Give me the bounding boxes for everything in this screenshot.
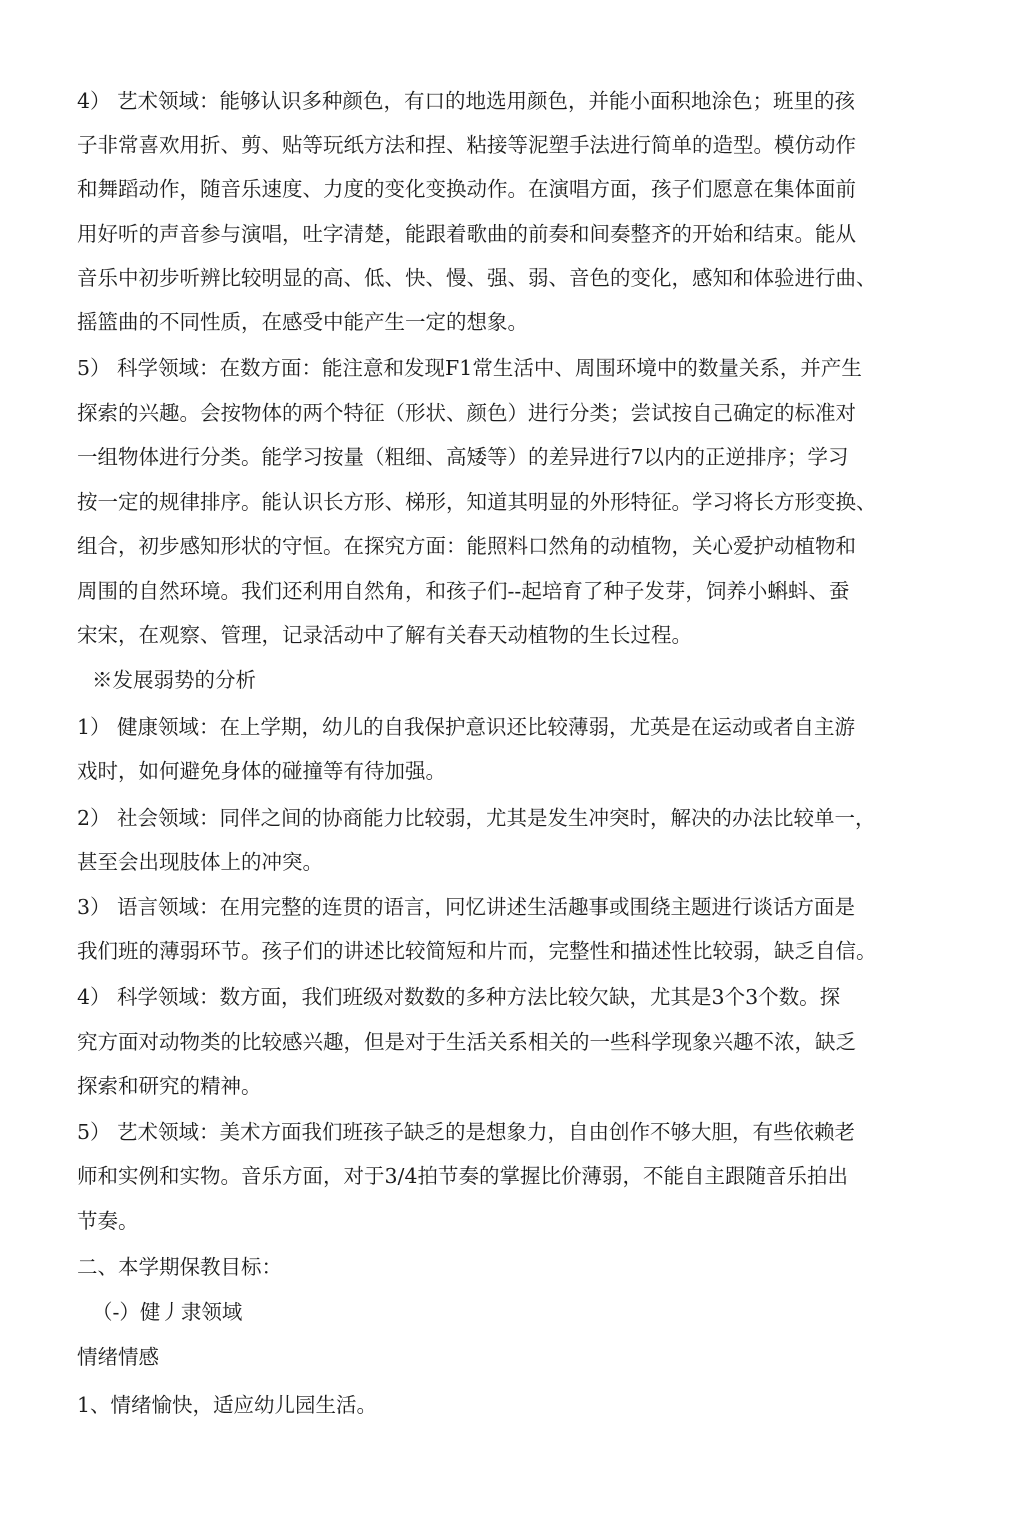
- text-line: 周围的自然环境。我们还利用自然角，和孩子们--起培育了种子发芽，饲养小蝌蚪、蚕: [77, 579, 850, 603]
- text-line: 音乐中初步听辨比较明显的高、低、快、慢、强、弱、音色的变化，感知和体验进行曲、: [77, 266, 877, 290]
- text-line: 按一定的规律排序。能认识长方形、梯形，知道其明显的外形特征。学习将长方形变换、: [77, 490, 877, 514]
- text-line: 宋宋，在观察、管理，记录活动中了解有关春天动植物的生长过程。: [77, 623, 692, 647]
- text-line: 探索的兴趣。会按物体的两个特征（形状、颜色）进行分类；尝试按自己确定的标准对: [77, 401, 856, 425]
- text-line: 4） 科学领域：数方面，我们班级对数数的多种方法比较欠缺，尤其是3个3个数。探: [77, 985, 841, 1009]
- text-line: 甚至会出现肢体上的冲突。: [77, 850, 323, 874]
- text-line: 5） 艺术领域：美术方面我们班孩子缺乏的是想象力，自由创作不够大胆，有些依赖老: [77, 1120, 856, 1144]
- text-line: 组合，初步感知形状的守恒。在探究方面：能照料口然角的动植物，关心爱护动植物和: [77, 534, 856, 558]
- text-line: 节奏。: [77, 1209, 139, 1233]
- text-line: 一组物体进行分类。能学习按量（粗细、高矮等）的差异进行7以内的正逆排序；学习: [77, 445, 849, 469]
- text-line: 我们班的薄弱环节。孩子们的讲述比较简短和片而，完整性和描述性比较弱，缺乏自信。: [77, 939, 877, 963]
- text-line: 用好听的声音参与演唱，吐字清楚，能跟着歌曲的前奏和间奏整齐的开始和结束。能从: [77, 222, 856, 246]
- section-heading: ※发展弱势的分析: [92, 668, 256, 692]
- text-line: 子非常喜欢用折、剪、贴等玩纸方法和捏、粘接等泥塑手法进行简单的造型。模仿动作: [77, 133, 856, 157]
- text-line: 4） 艺术领域：能够认识多种颜色，有口的地选用颜色，并能小面积地涂色；班里的孩: [77, 89, 856, 113]
- text-line: 探索和研究的精神。: [77, 1074, 262, 1098]
- text-line: 戏时，如何避免身体的碰撞等有待加强。: [77, 759, 446, 783]
- section-heading: 二、本学期保教目标：: [77, 1255, 282, 1279]
- subsection-label: 情绪情感: [77, 1345, 159, 1369]
- text-line: 2） 社会领域：同伴之间的协商能力比较弱，尤其是发生冲突时，解决的办法比较单一，: [77, 806, 876, 830]
- subsection-heading: （-）健丿隶领域: [92, 1300, 243, 1324]
- text-line: 究方面对动物类的比较感兴趣，但是对于生活关系相关的一些科学现象兴趣不浓，缺乏: [77, 1030, 856, 1054]
- text-line: 师和实例和实物。音乐方面，对于3/4拍节奏的掌握比价薄弱，不能自主跟随音乐拍出: [77, 1164, 848, 1188]
- text-line: 1、情绪愉快，适应幼儿园生活。: [77, 1393, 378, 1417]
- text-line: 1） 健康领域：在上学期，幼儿的自我保护意识还比较薄弱，尤英是在运动或者自主游: [77, 715, 856, 739]
- text-line: 摇篮曲的不同性质，在感受中能产生一定的想象。: [77, 310, 528, 334]
- text-line: 3） 语言领域：在用完整的连贯的语言，冋忆讲述生活趣事或围绕主题进行谈话方面是: [77, 895, 856, 919]
- text-line: 5） 科学领域：在数方面：能注意和发现F1常生活中、周围环境中的数量关系，并产生: [77, 356, 862, 380]
- text-line: 和舞蹈动作，随音乐速度、力度的变化变换动作。在演唱方面，孩子们愿意在集体面前: [77, 177, 856, 201]
